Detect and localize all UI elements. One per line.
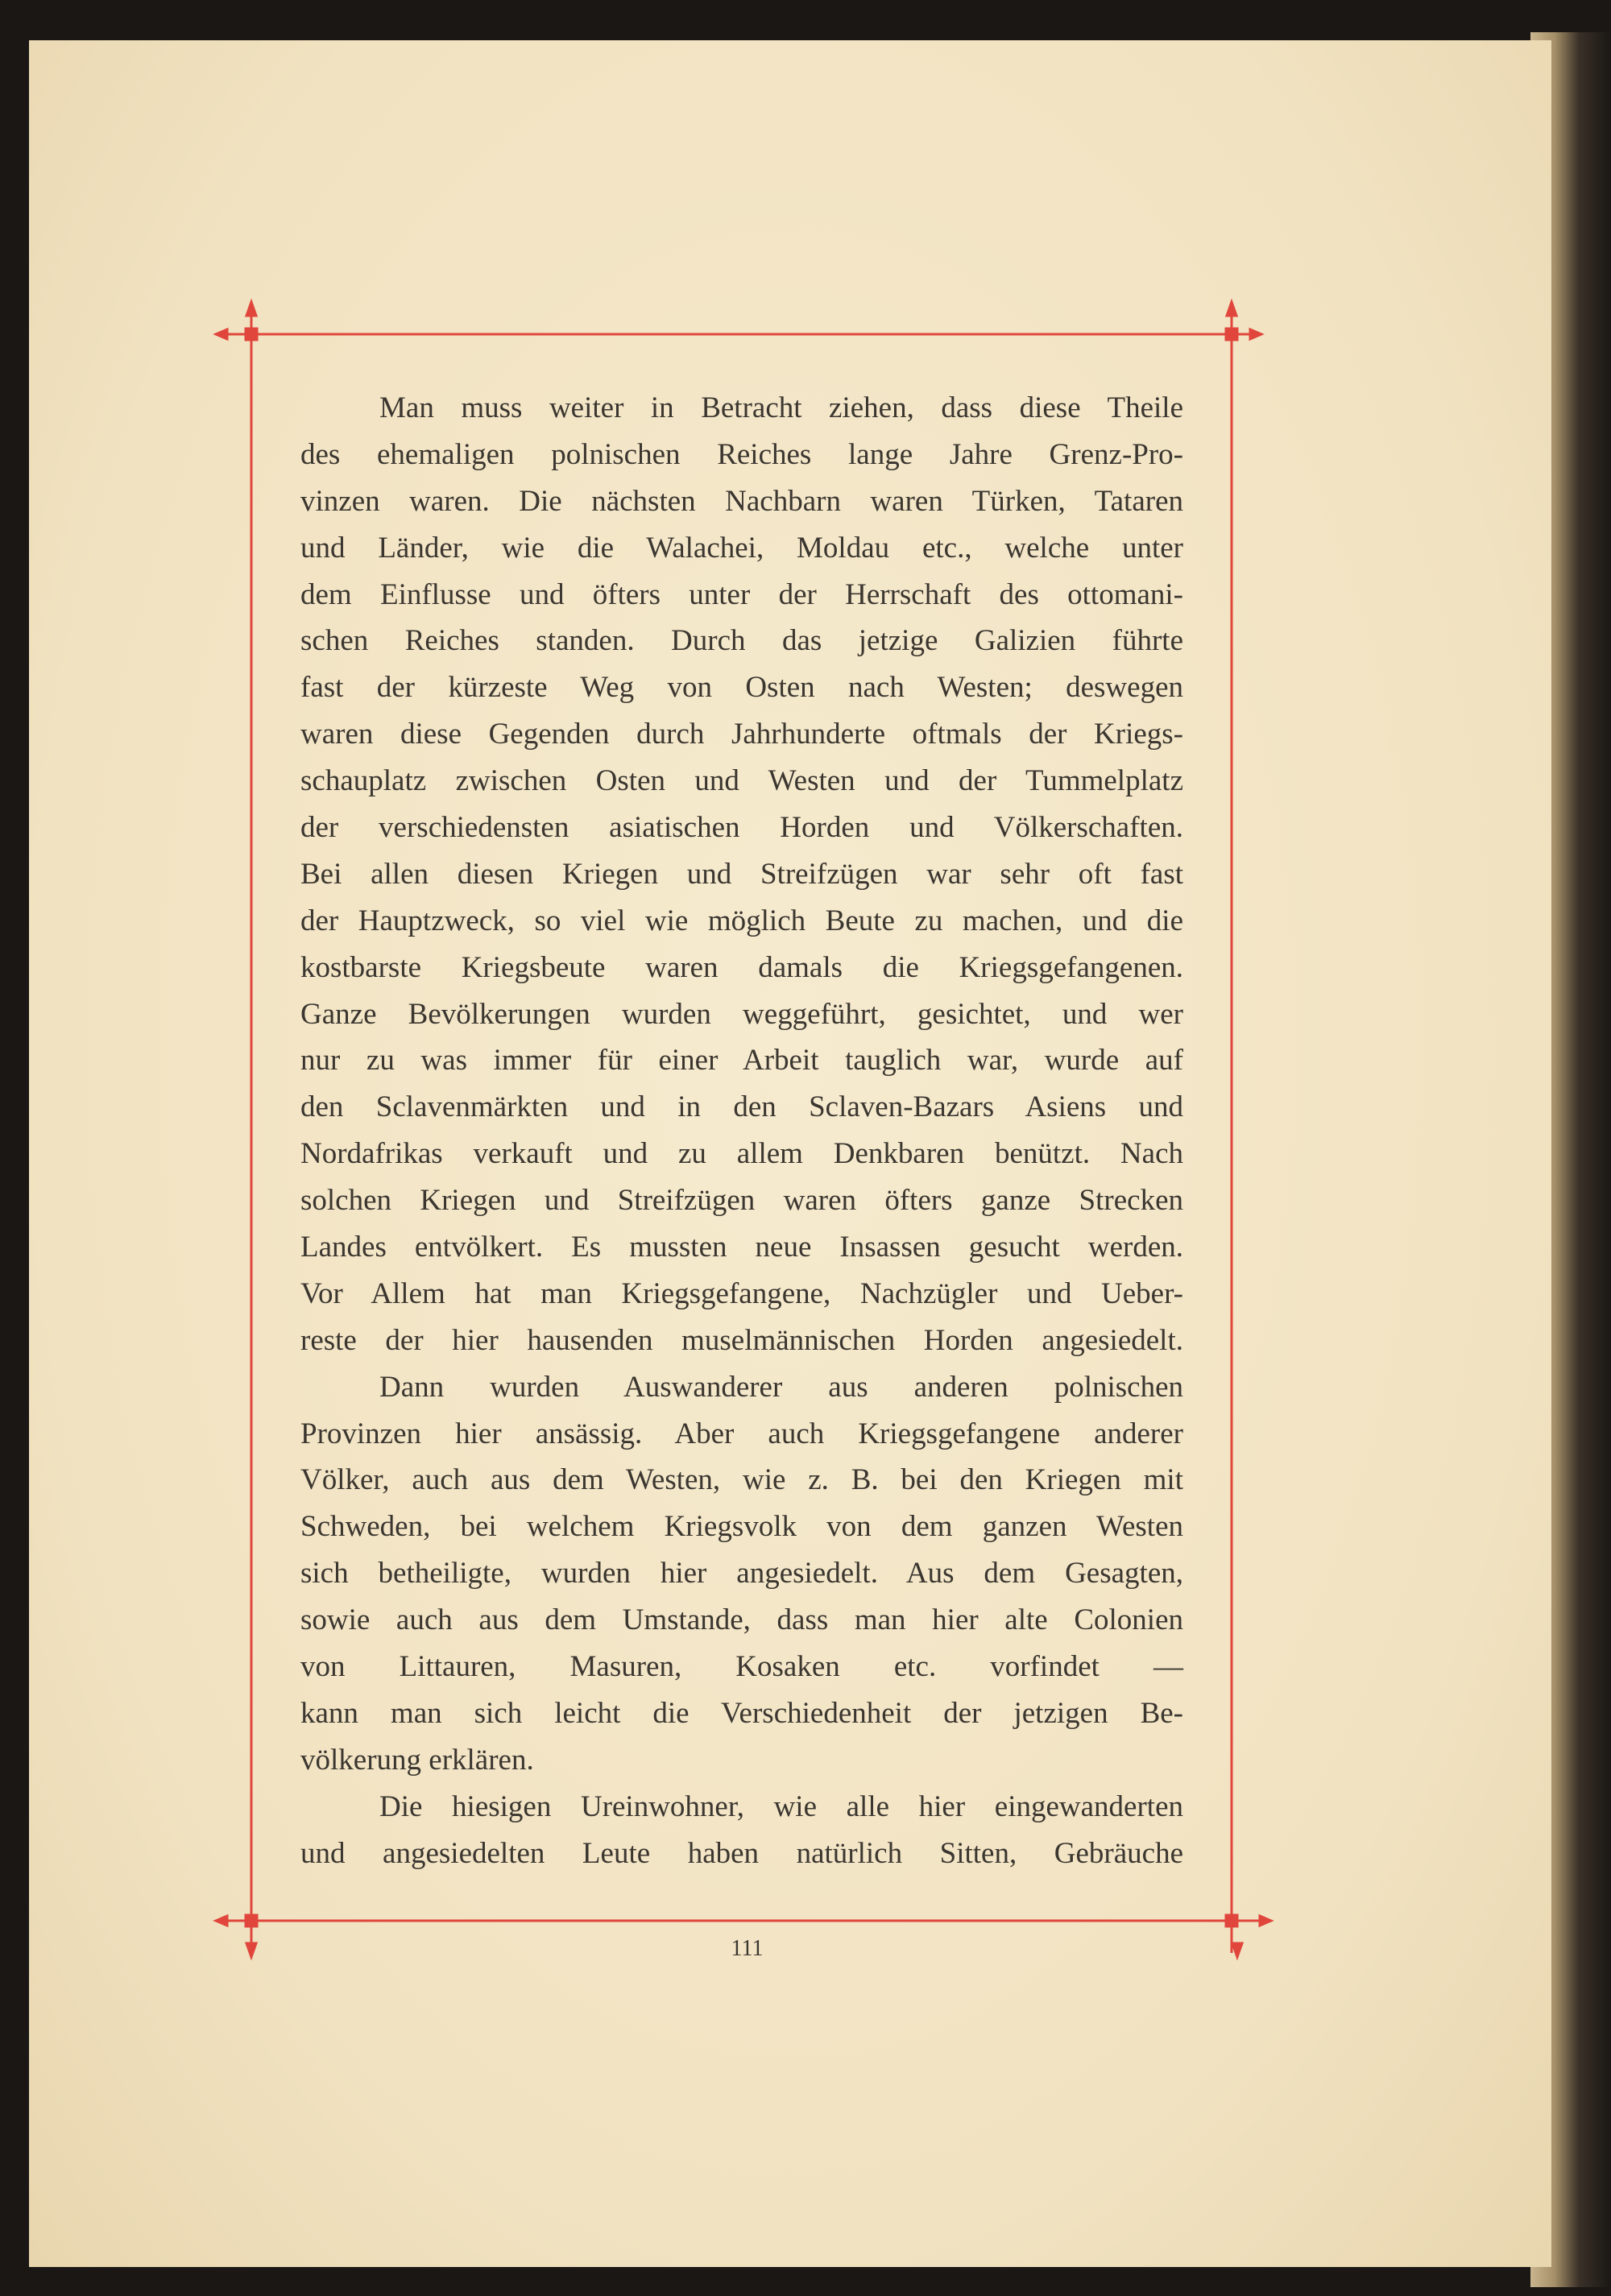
text-line: der verschiedensten asiatischen Horden und Völkerschaften. xyxy=(300,811,1183,845)
paragraph xyxy=(300,1364,1183,1784)
text-line: waren diese Gegenden durch Jahrhunderte oftmals der Kriegs- xyxy=(300,718,1183,751)
text-line: sich betheiligte, wurden hier angesiedelt. Aus dem Gesagten, xyxy=(300,1557,1183,1591)
text-line: Provinzen hier ansässig. Aber auch Kriegsgefangene anderer xyxy=(300,1417,1183,1450)
text-line: reste der hier hausenden muselmännischen Horden angesiedelt. xyxy=(300,1323,1183,1357)
paragraph xyxy=(300,1784,1183,1877)
text-line: dem Einflusse und öfters unter der Herrschaft des ottomani- xyxy=(300,577,1183,611)
text-line: schauplatz zwischen Osten und Westen und der Tummelplatz xyxy=(300,764,1183,798)
text-line: Nordafrikas verkauft und zu allem Denkbaren benützt. Nach xyxy=(300,1137,1183,1171)
text-line: des ehemaligen polnischen Reiches lange Jahre Grenz-Pro- xyxy=(300,437,1183,471)
paragraph xyxy=(300,385,1183,1364)
text-line: völkerung erklären. xyxy=(300,1743,534,1777)
text-line: Vor Allem hat man Kriegsgefangene, Nachzügler und Ueber- xyxy=(300,1276,1183,1310)
text-line: vinzen waren. Die nächsten Nachbarn waren Türken, Tataren xyxy=(300,484,1183,518)
text-line: Bei allen diesen Kriegen und Streifzügen war sehr oft fast xyxy=(300,857,1183,891)
text-line: und Länder, wie die Walachei, Moldau etc., welche unter xyxy=(300,531,1183,565)
text-line: sowie auch aus dem Umstande, dass man hier alte Colonien xyxy=(300,1603,1183,1637)
text-line: schen Reiches standen. Durch das jetzige Galizien führte xyxy=(300,624,1183,658)
text-line: Die hiesigen Ureinwohner, wie alle hier eingewanderten xyxy=(379,1789,1183,1823)
text-line: Völker, auch aus dem Westen, wie z. B. bei den Kriegen mit xyxy=(300,1463,1183,1497)
text-line: kann man sich leicht die Verschiedenheit der jetzigen Be- xyxy=(300,1696,1183,1730)
page-number: 111 xyxy=(731,1936,764,1961)
text-line: fast der kürzeste Weg von Osten nach Westen; deswegen xyxy=(300,671,1183,705)
text-line: den Sclavenmärkten und in den Sclaven-Bazars Asiens und xyxy=(300,1090,1183,1124)
text-line: von Littauren, Masuren, Kosaken etc. vorfindet — xyxy=(300,1650,1183,1684)
text-line: und angesiedelten Leute haben natürlich Sitten, Gebräuche xyxy=(300,1836,1183,1870)
text-line: Ganze Bevölkerungen wurden weggeführt, gesichtet, und wer xyxy=(300,997,1183,1031)
text-line: Man muss weiter in Betracht ziehen, dass diese Theile xyxy=(379,391,1183,424)
text-line: Landes entvölkert. Es mussten neue Insassen gesucht werden. xyxy=(300,1231,1183,1264)
text-line: solchen Kriegen und Streifzügen waren öfters ganze Strecken xyxy=(300,1184,1183,1218)
text-line: nur zu was immer für einer Arbeit tauglich war, wurde auf xyxy=(300,1044,1183,1078)
text-line: Schweden, bei welchem Kriegsvolk von dem ganzen Westen xyxy=(300,1510,1183,1544)
text-line: Dann wurden Auswanderer aus anderen polnischen xyxy=(379,1370,1183,1404)
body-text xyxy=(300,385,1183,1877)
text-line: der Hauptzweck, so viel wie möglich Beute zu machen, und die xyxy=(300,904,1183,937)
text-line: kostbarste Kriegsbeute waren damals die Kriegsgefangenen. xyxy=(300,950,1183,984)
